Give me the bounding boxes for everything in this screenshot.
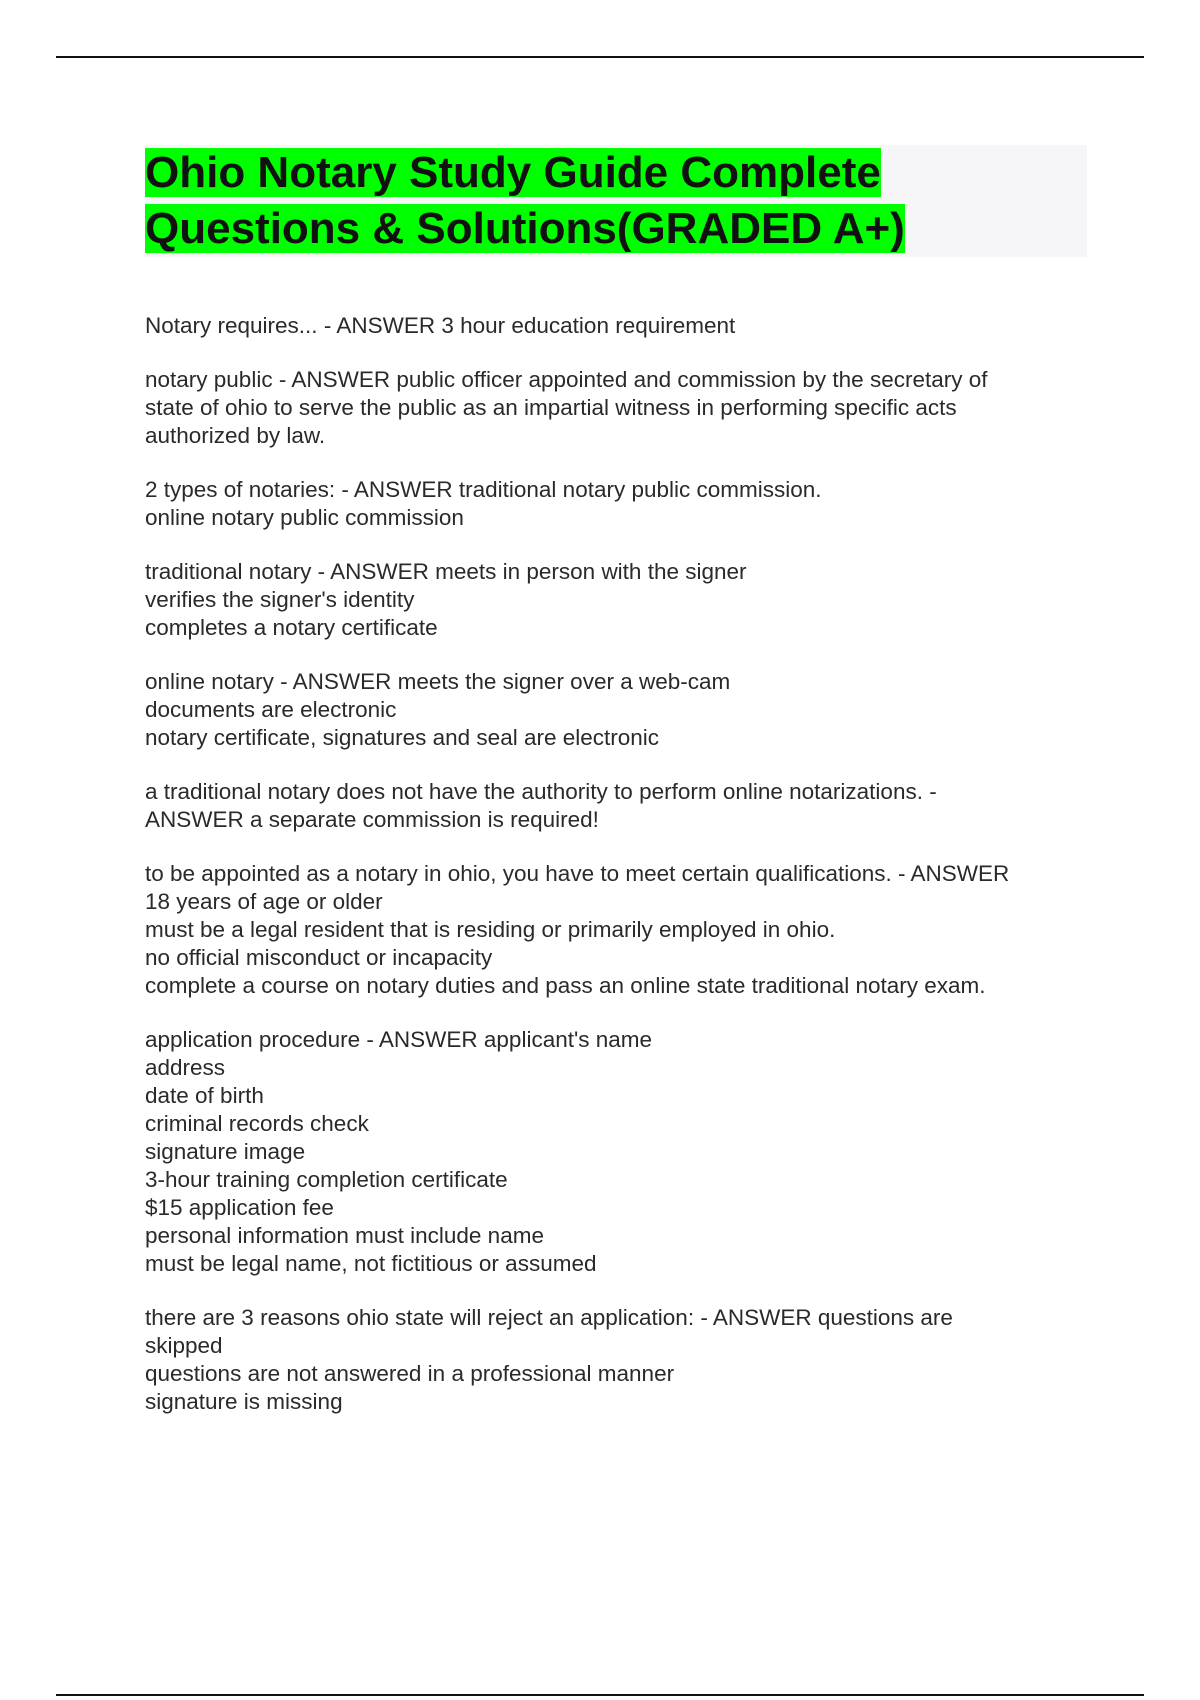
qa-line: application procedure - ANSWER applicant's name xyxy=(145,1027,653,1052)
qa-line: personal information must include name xyxy=(145,1223,544,1248)
document-title xyxy=(145,145,1087,257)
title-line-1: Ohio Notary Study Guide Complete xyxy=(145,148,881,197)
qa-line: no official misconduct or incapacity xyxy=(145,945,493,970)
qa-line: criminal records check xyxy=(145,1111,369,1136)
qa-line: signature is missing xyxy=(145,1389,343,1414)
qa-line: completes a notary certificate xyxy=(145,615,438,640)
qa-item xyxy=(145,312,1087,340)
qa-line: ANSWER a separate commission is required! xyxy=(145,807,599,832)
qa-item xyxy=(145,366,1087,450)
qa-line: address xyxy=(145,1055,226,1080)
title-line-2: Questions & Solutions(GRADED A+) xyxy=(145,204,905,253)
qa-line: online notary - ANSWER meets the signer over a web-cam xyxy=(145,669,731,694)
qa-line: online notary public commission xyxy=(145,505,464,530)
qa-item xyxy=(145,558,1087,642)
qa-line: 18 years of age or older xyxy=(145,889,383,914)
bottom-rule xyxy=(56,1694,1144,1696)
qa-line: date of birth xyxy=(145,1083,264,1108)
qa-line: notary public - ANSWER public officer appointed and commission by the secretary of xyxy=(145,367,988,392)
qa-line: documents are electronic xyxy=(145,697,397,722)
qa-item xyxy=(145,860,1087,1000)
qa-line: questions are not answered in a professional manner xyxy=(145,1361,675,1386)
qa-line: must be a legal resident that is residing or primarily employed in ohio. xyxy=(145,917,836,942)
qa-item xyxy=(145,778,1087,834)
qa-line: Notary requires... - ANSWER 3 hour education requirement xyxy=(145,313,736,338)
qa-line: 3-hour training completion certificate xyxy=(145,1167,508,1192)
qa-line: verifies the signer's identity xyxy=(145,587,415,612)
qa-line: a traditional notary does not have the authority to perform online notarizations. - xyxy=(145,779,937,804)
qa-item xyxy=(145,668,1087,752)
qa-line: $15 application fee xyxy=(145,1195,334,1220)
qa-line: skipped xyxy=(145,1333,223,1358)
qa-list xyxy=(145,312,1087,1442)
qa-item xyxy=(145,1026,1087,1278)
qa-line: must be legal name, not fictitious or assumed xyxy=(145,1251,597,1276)
qa-item xyxy=(145,1304,1087,1416)
qa-line: there are 3 reasons ohio state will reject an application: - ANSWER questions are xyxy=(145,1305,953,1330)
qa-line: signature image xyxy=(145,1139,306,1164)
qa-item xyxy=(145,476,1087,532)
qa-line: traditional notary - ANSWER meets in person with the signer xyxy=(145,559,747,584)
title-block xyxy=(145,145,1087,257)
qa-line: notary certificate, signatures and seal are electronic xyxy=(145,725,660,750)
qa-line: complete a course on notary duties and pass an online state traditional notary exam. xyxy=(145,973,986,998)
qa-line: 2 types of notaries: - ANSWER traditional notary public commission. xyxy=(145,477,822,502)
top-rule xyxy=(56,56,1144,58)
qa-line: to be appointed as a notary in ohio, you have to meet certain qualifications. - ANSWER xyxy=(145,861,1010,886)
qa-line: state of ohio to serve the public as an impartial witness in performing specific acts xyxy=(145,395,957,420)
qa-line: authorized by law. xyxy=(145,423,326,448)
